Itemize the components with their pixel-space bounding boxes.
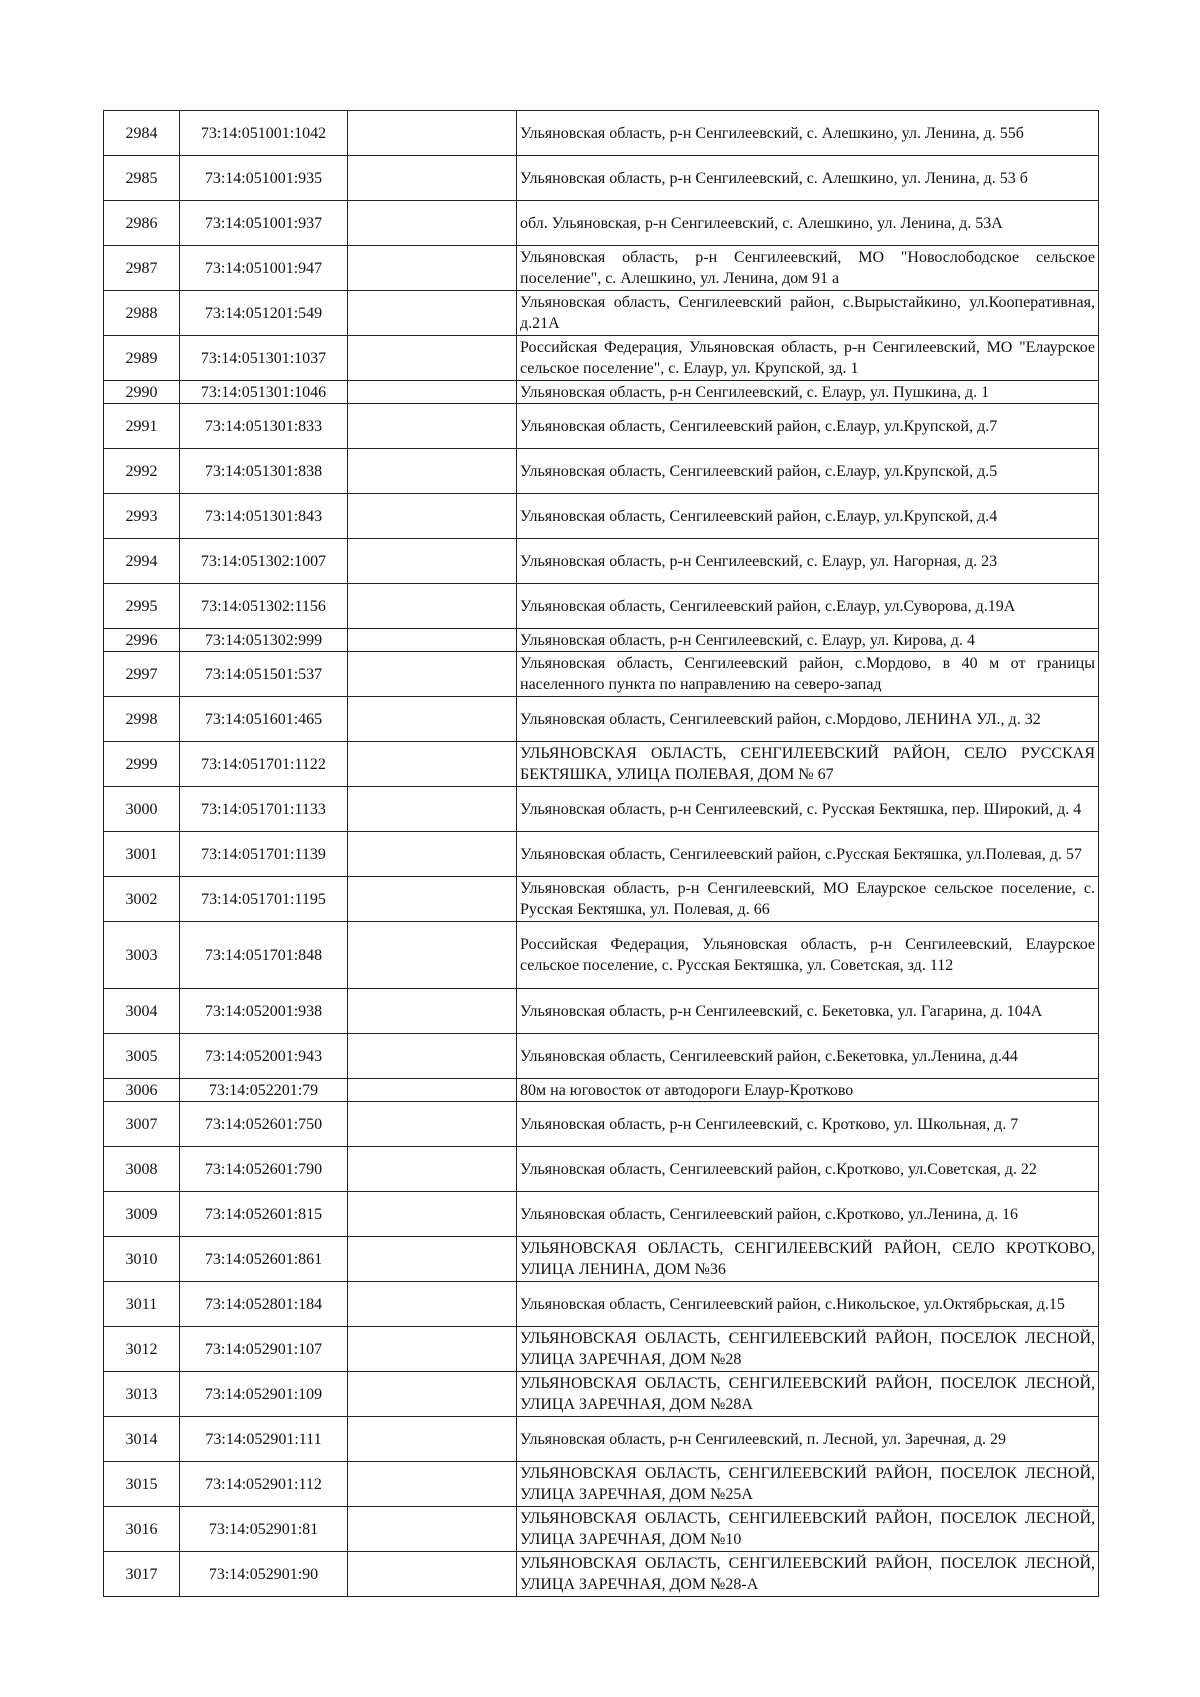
row-number: 2988 <box>104 291 180 336</box>
cadastral-number: 73:14:051701:1122 <box>180 742 348 787</box>
cadastral-number: 73:14:051001:937 <box>180 201 348 246</box>
row-number: 3015 <box>104 1462 180 1507</box>
row-number: 2996 <box>104 629 180 652</box>
row-number: 3003 <box>104 922 180 989</box>
empty-cell <box>348 1417 517 1462</box>
empty-cell <box>348 1372 517 1417</box>
cadastral-number: 73:14:051302:1007 <box>180 539 348 584</box>
row-number: 3000 <box>104 787 180 832</box>
address-cell: Ульяновская область, Сенгилеевский район, с.Елаур, ул.Крупской, д.5 <box>517 449 1099 494</box>
table-row <box>104 494 1099 539</box>
table-row <box>104 1079 1099 1102</box>
row-number: 3001 <box>104 832 180 877</box>
table-row <box>104 1237 1099 1282</box>
cadastral-number: 73:14:051701:1139 <box>180 832 348 877</box>
table-row <box>104 1034 1099 1079</box>
row-number: 2999 <box>104 742 180 787</box>
address-cell: Ульяновская область, Сенгилеевский район, с.Елаур, ул.Крупской, д.4 <box>517 494 1099 539</box>
address-cell: УЛЬЯНОВСКАЯ ОБЛАСТЬ, СЕНГИЛЕЕВСКИЙ РАЙОН, ПОСЕЛОК ЛЕСНОЙ, УЛИЦА ЗАРЕЧНАЯ, ДОМ №25А <box>517 1462 1099 1507</box>
empty-cell <box>348 989 517 1034</box>
table-row <box>104 1552 1099 1597</box>
address-cell: Ульяновская область, р-н Сенгилеевский, п. Лесной, ул. Заречная, д. 29 <box>517 1417 1099 1462</box>
row-number: 3005 <box>104 1034 180 1079</box>
table-row <box>104 1417 1099 1462</box>
cadastral-number: 73:14:051501:537 <box>180 652 348 697</box>
table-row <box>104 989 1099 1034</box>
row-number: 3010 <box>104 1237 180 1282</box>
table-row <box>104 1372 1099 1417</box>
address-cell: УЛЬЯНОВСКАЯ ОБЛАСТЬ, СЕНГИЛЕЕВСКИЙ РАЙОН, ПОСЕЛОК ЛЕСНОЙ, УЛИЦА ЗАРЕЧНАЯ, ДОМ №28А <box>517 1372 1099 1417</box>
address-cell: УЛЬЯНОВСКАЯ ОБЛАСТЬ, СЕНГИЛЕЕВСКИЙ РАЙОН, ПОСЕЛОК ЛЕСНОЙ, УЛИЦА ЗАРЕЧНАЯ, ДОМ №28-А <box>517 1552 1099 1597</box>
row-number: 3002 <box>104 877 180 922</box>
empty-cell <box>348 1102 517 1147</box>
address-cell: Ульяновская область, р-н Сенгилеевский, с. Елаур, ул. Нагорная, д. 23 <box>517 539 1099 584</box>
table-row <box>104 449 1099 494</box>
table-row <box>104 201 1099 246</box>
table-row <box>104 1462 1099 1507</box>
address-cell: УЛЬЯНОВСКАЯ ОБЛАСТЬ, СЕНГИЛЕЕВСКИЙ РАЙОН, ПОСЕЛОК ЛЕСНОЙ, УЛИЦА ЗАРЕЧНАЯ, ДОМ №28 <box>517 1327 1099 1372</box>
empty-cell <box>348 1282 517 1327</box>
table-row <box>104 336 1099 381</box>
table-row <box>104 584 1099 629</box>
address-cell: Ульяновская область, Сенгилеевский район, с.Вырыстайкино, ул.Кооперативная, д.21А <box>517 291 1099 336</box>
table-row <box>104 1282 1099 1327</box>
empty-cell <box>348 336 517 381</box>
row-number: 3009 <box>104 1192 180 1237</box>
address-cell: Ульяновская область, р-н Сенгилеевский, с. Алешкино, ул. Ленина, д. 53 б <box>517 156 1099 201</box>
row-number: 2998 <box>104 697 180 742</box>
empty-cell <box>348 404 517 449</box>
empty-cell <box>348 1507 517 1552</box>
table-row <box>104 111 1099 156</box>
address-cell: УЛЬЯНОВСКАЯ ОБЛАСТЬ, СЕНГИЛЕЕВСКИЙ РАЙОН, ПОСЕЛОК ЛЕСНОЙ, УЛИЦА ЗАРЕЧНАЯ, ДОМ №10 <box>517 1507 1099 1552</box>
row-number: 3011 <box>104 1282 180 1327</box>
empty-cell <box>348 652 517 697</box>
empty-cell <box>348 539 517 584</box>
empty-cell <box>348 697 517 742</box>
address-cell: Ульяновская область, р-н Сенгилеевский, МО Елаурское сельское поселение, с. Русская Бектяшка, ул. Полевая, д. 66 <box>517 877 1099 922</box>
table-row <box>104 381 1099 404</box>
table-row <box>104 1327 1099 1372</box>
row-number: 2993 <box>104 494 180 539</box>
empty-cell <box>348 877 517 922</box>
empty-cell <box>348 111 517 156</box>
property-registry-table <box>103 110 1099 1597</box>
row-number: 2985 <box>104 156 180 201</box>
empty-cell <box>348 381 517 404</box>
address-cell: Ульяновская область, Сенгилеевский район, с.Елаур, ул.Крупской, д.7 <box>517 404 1099 449</box>
cadastral-number: 73:14:052901:81 <box>180 1507 348 1552</box>
row-number: 3004 <box>104 989 180 1034</box>
address-cell: Ульяновская область, р-н Сенгилеевский, МО "Новослободское сельское поселение", с. Алешкино, ул. Ленина, дом 91 а <box>517 246 1099 291</box>
row-number: 2984 <box>104 111 180 156</box>
cadastral-number: 73:14:051302:1156 <box>180 584 348 629</box>
cadastral-number: 73:14:052901:109 <box>180 1372 348 1417</box>
table-row <box>104 156 1099 201</box>
empty-cell <box>348 922 517 989</box>
address-cell: Ульяновская область, Сенгилеевский район, с.Мордово, в 40 м от границы населенного пункта по направлению на северо-запад <box>517 652 1099 697</box>
address-cell: 80м на юговосток от автодороги Елаур-Кротково <box>517 1079 1099 1102</box>
cadastral-number: 73:14:052901:111 <box>180 1417 348 1462</box>
address-cell: Ульяновская область, Сенгилеевский район, с.Кротково, ул.Советская, д. 22 <box>517 1147 1099 1192</box>
empty-cell <box>348 494 517 539</box>
empty-cell <box>348 629 517 652</box>
cadastral-number: 73:14:051701:1195 <box>180 877 348 922</box>
empty-cell <box>348 291 517 336</box>
empty-cell <box>348 1237 517 1282</box>
table-row <box>104 922 1099 989</box>
address-cell: Российская Федерация, Ульяновская область, р-н Сенгилеевский, МО "Елаурское сельское поселение", с. Елаур, ул. Крупской, зд. 1 <box>517 336 1099 381</box>
table-row <box>104 832 1099 877</box>
cadastral-number: 73:14:052001:943 <box>180 1034 348 1079</box>
cadastral-number: 73:14:051701:1133 <box>180 787 348 832</box>
row-number: 2990 <box>104 381 180 404</box>
cadastral-number: 73:14:052001:938 <box>180 989 348 1034</box>
table-row <box>104 1507 1099 1552</box>
table-row <box>104 539 1099 584</box>
empty-cell <box>348 1327 517 1372</box>
cadastral-number: 73:14:051001:947 <box>180 246 348 291</box>
table-row <box>104 629 1099 652</box>
cadastral-number: 73:14:051701:848 <box>180 922 348 989</box>
cadastral-number: 73:14:051301:843 <box>180 494 348 539</box>
row-number: 3008 <box>104 1147 180 1192</box>
table-row <box>104 787 1099 832</box>
row-number: 3012 <box>104 1327 180 1372</box>
row-number: 2991 <box>104 404 180 449</box>
cadastral-number: 73:14:051001:935 <box>180 156 348 201</box>
row-number: 3013 <box>104 1372 180 1417</box>
cadastral-number: 73:14:051201:549 <box>180 291 348 336</box>
address-cell: Ульяновская область, Сенгилеевский район, с.Елаур, ул.Суворова, д.19А <box>517 584 1099 629</box>
cadastral-number: 73:14:052901:90 <box>180 1552 348 1597</box>
address-cell: Ульяновская область, р-н Сенгилеевский, с. Бекетовка, ул. Гагарина, д. 104А <box>517 989 1099 1034</box>
table-row <box>104 246 1099 291</box>
row-number: 2989 <box>104 336 180 381</box>
row-number: 2994 <box>104 539 180 584</box>
table-body <box>104 111 1099 1597</box>
empty-cell <box>348 1147 517 1192</box>
row-number: 2987 <box>104 246 180 291</box>
table-row <box>104 1192 1099 1237</box>
address-cell: Ульяновская область, р-н Сенгилеевский, с. Алешкино, ул. Ленина, д. 55б <box>517 111 1099 156</box>
empty-cell <box>348 246 517 291</box>
address-cell: обл. Ульяновская, р-н Сенгилеевский, с. Алешкино, ул. Ленина, д. 53А <box>517 201 1099 246</box>
cadastral-number: 73:14:051302:999 <box>180 629 348 652</box>
row-number: 3006 <box>104 1079 180 1102</box>
cadastral-number: 73:14:051601:465 <box>180 697 348 742</box>
row-number: 3014 <box>104 1417 180 1462</box>
address-cell: Ульяновская область, р-н Сенгилеевский, с. Русская Бектяшка, пер. Широкий, д. 4 <box>517 787 1099 832</box>
row-number: 3016 <box>104 1507 180 1552</box>
address-cell: Ульяновская область, р-н Сенгилеевский, с. Елаур, ул. Пушкина, д. 1 <box>517 381 1099 404</box>
cadastral-number: 73:14:052201:79 <box>180 1079 348 1102</box>
table-row <box>104 1147 1099 1192</box>
row-number: 2992 <box>104 449 180 494</box>
empty-cell <box>348 742 517 787</box>
empty-cell <box>348 449 517 494</box>
address-cell: Ульяновская область, Сенгилеевский район, с.Кротково, ул.Ленина, д. 16 <box>517 1192 1099 1237</box>
address-cell: Ульяновская область, Сенгилеевский район, с.Бекетовка, ул.Ленина, д.44 <box>517 1034 1099 1079</box>
empty-cell <box>348 787 517 832</box>
row-number: 3007 <box>104 1102 180 1147</box>
table-row <box>104 404 1099 449</box>
table-row <box>104 1102 1099 1147</box>
cadastral-number: 73:14:052901:112 <box>180 1462 348 1507</box>
address-cell: Ульяновская область, р-н Сенгилеевский, с. Кротково, ул. Школьная, д. 7 <box>517 1102 1099 1147</box>
empty-cell <box>348 584 517 629</box>
row-number: 2997 <box>104 652 180 697</box>
address-cell: Ульяновская область, р-н Сенгилеевский, с. Елаур, ул. Кирова, д. 4 <box>517 629 1099 652</box>
address-cell: Ульяновская область, Сенгилеевский район, с.Никольское, ул.Октябрьская, д.15 <box>517 1282 1099 1327</box>
table-row <box>104 652 1099 697</box>
cadastral-number: 73:14:052801:184 <box>180 1282 348 1327</box>
row-number: 3017 <box>104 1552 180 1597</box>
address-cell: Российская Федерация, Ульяновская область, р-н Сенгилеевский, Елаурское сельское поселение, с. Русская Бектяшка, ул. Советская, зд. 112 <box>517 922 1099 989</box>
row-number: 2986 <box>104 201 180 246</box>
cadastral-number: 73:14:051301:833 <box>180 404 348 449</box>
empty-cell <box>348 1192 517 1237</box>
empty-cell <box>348 201 517 246</box>
table-row <box>104 877 1099 922</box>
empty-cell <box>348 832 517 877</box>
address-cell: Ульяновская область, Сенгилеевский район, с.Мордово, ЛЕНИНА УЛ., д. 32 <box>517 697 1099 742</box>
cadastral-number: 73:14:051301:1037 <box>180 336 348 381</box>
address-cell: УЛЬЯНОВСКАЯ ОБЛАСТЬ, СЕНГИЛЕЕВСКИЙ РАЙОН, СЕЛО РУССКАЯ БЕКТЯШКА, УЛИЦА ПОЛЕВАЯ, ДОМ № 67 <box>517 742 1099 787</box>
table-row <box>104 742 1099 787</box>
row-number: 2995 <box>104 584 180 629</box>
empty-cell <box>348 1034 517 1079</box>
address-cell: Ульяновская область, Сенгилеевский район, с.Русская Бектяшка, ул.Полевая, д. 57 <box>517 832 1099 877</box>
cadastral-number: 73:14:051001:1042 <box>180 111 348 156</box>
address-cell: УЛЬЯНОВСКАЯ ОБЛАСТЬ, СЕНГИЛЕЕВСКИЙ РАЙОН, СЕЛО КРОТКОВО, УЛИЦА ЛЕНИНА, ДОМ №36 <box>517 1237 1099 1282</box>
cadastral-number: 73:14:052601:815 <box>180 1192 348 1237</box>
cadastral-number: 73:14:051301:838 <box>180 449 348 494</box>
cadastral-number: 73:14:052601:750 <box>180 1102 348 1147</box>
cadastral-number: 73:14:051301:1046 <box>180 381 348 404</box>
table-row <box>104 697 1099 742</box>
empty-cell <box>348 156 517 201</box>
cadastral-number: 73:14:052601:861 <box>180 1237 348 1282</box>
cadastral-number: 73:14:052901:107 <box>180 1327 348 1372</box>
empty-cell <box>348 1552 517 1597</box>
cadastral-number: 73:14:052601:790 <box>180 1147 348 1192</box>
empty-cell <box>348 1079 517 1102</box>
table-row <box>104 291 1099 336</box>
empty-cell <box>348 1462 517 1507</box>
